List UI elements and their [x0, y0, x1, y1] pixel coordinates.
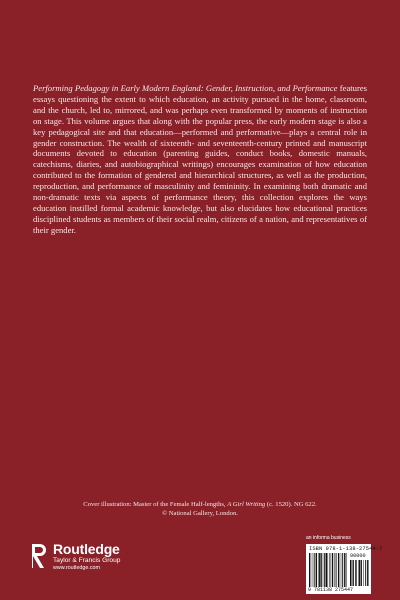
addon-barcode-bars	[350, 560, 369, 586]
barcode-stripe	[318, 553, 319, 587]
barcode-stripe	[363, 560, 364, 586]
barcode-stripe	[332, 553, 333, 587]
barcode-stripe	[314, 553, 315, 587]
isbn-number: ISBN 978-1-138-27544-7	[309, 546, 383, 552]
barcode-stripe	[346, 553, 347, 587]
credit-line-1	[40, 500, 360, 509]
barcode-stripe	[350, 560, 351, 586]
credit-suffix: (c. 1520). NG 622.	[265, 501, 317, 508]
barcode-stripe	[342, 553, 343, 587]
credit-prefix: Cover illustration: Master of the Female Half-lengths,	[83, 501, 228, 508]
barcode-stripe	[334, 553, 335, 587]
publisher-text	[53, 542, 120, 572]
barcode-stripe	[336, 553, 337, 587]
barcode-stripe	[324, 553, 325, 587]
back-cover-blurb	[33, 83, 367, 236]
barcode-stripe	[338, 553, 339, 587]
barcode-stripe	[361, 560, 362, 586]
cover-illustration-credit	[40, 500, 360, 518]
book-title-italic: Performing Pedagogy in Early Modern England: Gender, Instruction, and Performance	[33, 83, 338, 93]
barcode-stripe	[344, 553, 345, 587]
publisher-url: www.routledge.com	[53, 565, 101, 571]
barcode-stripe	[367, 560, 368, 586]
barcode-stripe	[341, 553, 342, 587]
barcode-stripe	[365, 560, 366, 586]
isbn-barcode	[306, 544, 383, 594]
barcode-stripe	[359, 560, 360, 586]
artwork-title: A Girl Writing	[227, 501, 266, 508]
credit-line-2: © National Gallery, London.	[162, 510, 238, 518]
barcode-stripe	[353, 560, 354, 586]
barcode-stripe	[319, 553, 320, 587]
price-code: 90000	[350, 553, 366, 559]
ean-barcode-bars	[309, 553, 347, 587]
blurb-body: features essays questioning the extent to which education, an activity pursued in the home, classroom, and the church, led to, mirrored, and was perhaps even transformed by moments of instruction on stage. This volume argues that along with the popular press, the early modern stage is also a key pedagogical site and that education—performed and performative—plays a central role in gender construction. The wealth of sixteenth- and seventeenth-century printed and manuscript documents devoted to education (parenting guides, conduct books, domestic manuals, catechisms, diaries, and autobiographical writings) encourages examination of how education contributed to the formation of gendered and hierarchical structures, as well as the production, reproduction, and performance of masculinity and femininity. In examining both dramatic and non-dramatic texts via aspects of performance theory, this collection explores the ways education instilled formal academic knowledge, but also elucidates how educational practices disciplined students as members of their social realm, citizens of a nation, and representatives of their gender.	[33, 83, 367, 235]
publisher-logo	[30, 542, 120, 572]
barcode-stripe	[358, 560, 359, 586]
barcode-stripe	[309, 553, 310, 587]
ean-digits: 9 781138 275447	[308, 587, 354, 593]
informa-business-tagline: an informa business	[306, 535, 351, 541]
barcode-stripe	[323, 553, 324, 587]
publisher-name: Routledge	[53, 541, 120, 557]
barcode-stripe	[312, 553, 313, 587]
barcode-stripe	[329, 553, 330, 587]
routledge-r-icon	[30, 542, 48, 570]
barcode-stripe	[352, 560, 353, 586]
barcode-stripe	[355, 560, 356, 586]
barcode-stripe	[320, 553, 321, 587]
barcode-stripe	[326, 553, 327, 587]
publisher-group: Taylor & Francis Group	[53, 557, 121, 564]
barcode-stripe	[316, 553, 317, 587]
barcode-stripe	[328, 553, 329, 587]
